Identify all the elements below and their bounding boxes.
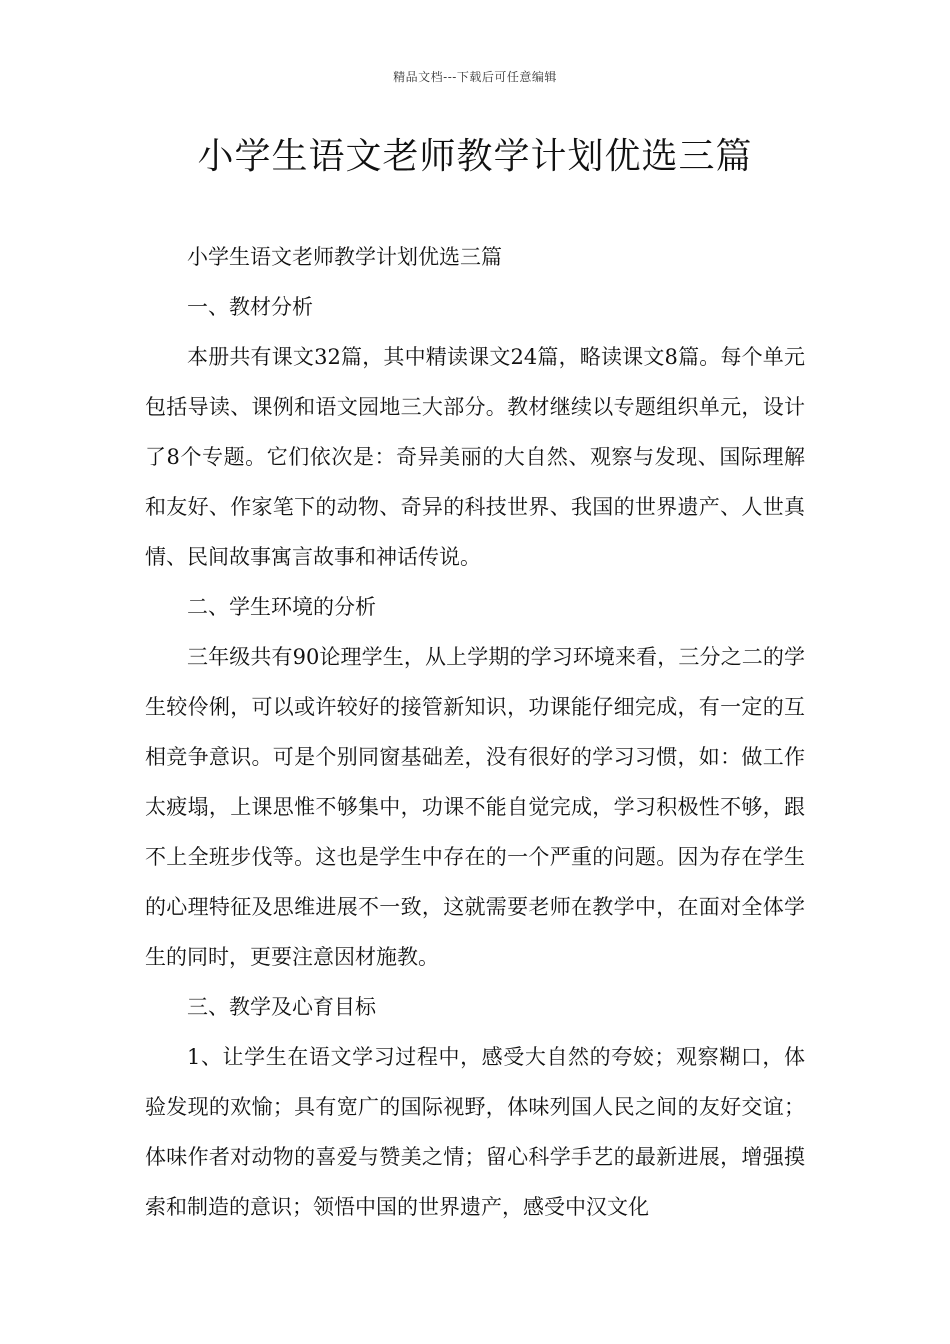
paragraph-teaching-goals: 1、让学生在语文学习过程中，感受大自然的夸姣；观察糊口，体验发现的欢愉；具有宽广的国际视野，体味列国人民之间的友好交谊；体味作者对动物的喜爱与赞美之情；留心科学手艺的最新进展，增强摸索和制造的意识；领悟中国的世界遗产，感受中汉文化	[145, 1045, 805, 1219]
section-heading-student-analysis: 二、学生环境的分析	[187, 595, 376, 619]
document-title: 小学生语文老师教学计划优选三篇	[197, 136, 753, 177]
paragraph-student-analysis: 三年级共有90论理学生，从上学期的学习环境来看，三分之二的学生较伶俐，可以或许较好的接管新知识，功课能仔细完成，有一定的互相竞争意识。可是个别同窗基础差，没有很好的学习习惯，如：做工作太疲塌，上课思惟不够集中，功课不能自觉完成，学习积极性不够，跟不上全班步伐等。这也是学生中存在的一个严重的问题。因为存在学生的心理特征及思维进展不一致，这就需要老师在教学中，在面对全体学生的同时，更要注意因材施教。	[145, 645, 805, 969]
section-heading-teaching-goals: 三、教学及心育目标	[187, 995, 376, 1019]
section-heading-textbook-analysis: 一、教材分析	[187, 295, 313, 319]
paragraph-textbook-analysis: 本册共有课文32篇，其中精读课文24篇，略读课文8篇。每个单元包括导读、课例和语文园地三大部分。教材继续以专题组织单元，设计了8个专题。它们依次是：奇异美丽的大自然、观察与发现、国际理解和友好、作家笔下的动物、奇异的科技世界、我国的世界遗产、人世真情、民间故事寓言故事和神话传说。	[145, 345, 805, 569]
document-body	[145, 232, 805, 1232]
subtitle-paragraph: 小学生语文老师教学计划优选三篇	[187, 245, 502, 269]
header-note: 精品文档---下载后可任意编辑	[393, 70, 557, 84]
